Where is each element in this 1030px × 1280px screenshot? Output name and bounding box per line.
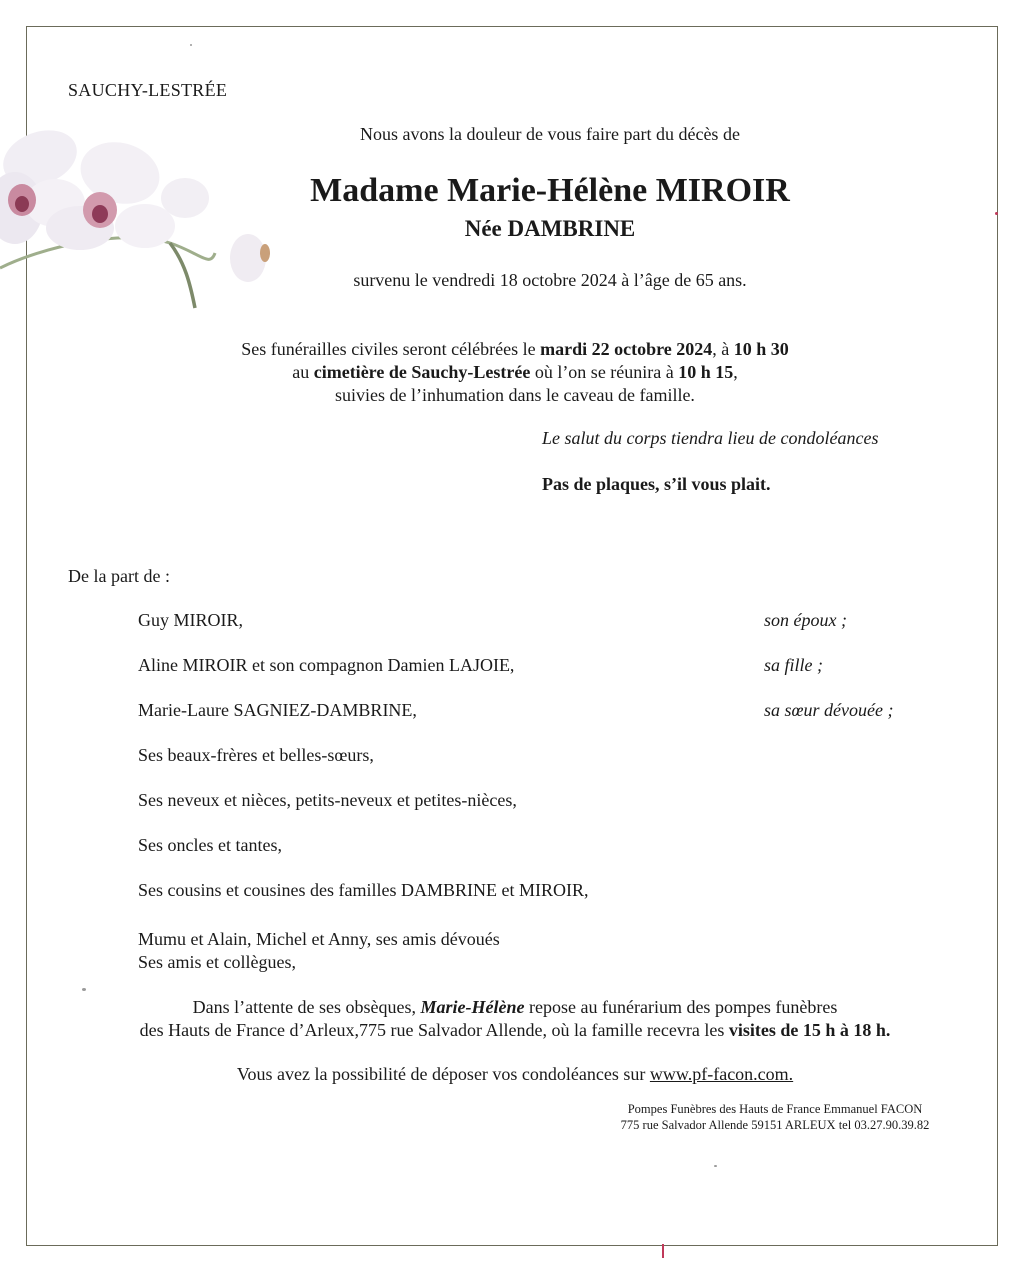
funeral-line-2: au cimetière de Sauchy-Lestrée où l’on se réunira à 10 h 15, (292, 362, 738, 382)
scan-speck (82, 988, 86, 991)
town-name: SAUCHY-LESTRÉE (68, 80, 228, 100)
no-plaques-note: Pas de plaques, s’il vous plait. (542, 474, 771, 494)
family-row: Ses neveux et nièces, petits-neveux et petites-nièces, (138, 790, 517, 810)
scan-speck (662, 1244, 664, 1258)
scan-speck (190, 44, 192, 46)
maiden-name: Née DAMBRINE (464, 216, 636, 241)
funeral-home-footer: Pompes Funèbres des Hauts de France Emmanuel FACON 775 rue Salvador Allende 59151 ARLEUX tel 03.27.90.39.82 (620, 1102, 930, 1132)
family-row: Ses beaux-frères et belles-sœurs, (138, 745, 374, 765)
funeral-line-3: suivies de l’inhumation dans le caveau de famille. (335, 385, 695, 405)
friends-block: Mumu et Alain, Michel et Anny, ses amis dévoués Ses amis et collègues, (138, 929, 500, 972)
family-row: Aline MIROIR et son compagnon Damien LAJOIE, sa fille ; (138, 655, 823, 675)
scan-speck (995, 212, 998, 215)
visiting-hours: visites de 15 h à 18 h. (728, 1020, 891, 1040)
family-list (138, 610, 938, 925)
family-intro: De la part de : (68, 566, 170, 586)
condolences-link[interactable]: www.pf-facon.com. (649, 1064, 794, 1084)
family-row: Ses cousins et cousines des familles DAMBRINE et MIROIR, (138, 880, 589, 900)
intro-line: Nous avons la douleur de vous faire part du décès de (360, 124, 740, 144)
funeral-place: cimetière de Sauchy-Lestrée (313, 362, 531, 382)
family-row: Ses oncles et tantes, (138, 835, 282, 855)
condolences-line: Vous avez la possibilité de déposer vos condoléances sur www.pf-facon.com. (236, 1064, 794, 1084)
scan-speck (714, 1165, 717, 1167)
salut-note: Le salut du corps tiendra lieu de condoléances (542, 428, 879, 448)
funeral-line-1: Ses funérailles civiles seront célébrées le mardi 22 octobre 2024, à 10 h 30 (241, 339, 789, 359)
funeral-time: 10 h 30 (733, 339, 789, 359)
funeral-date: mardi 22 octobre 2024 (540, 339, 713, 359)
family-row: Marie-Laure SAGNIEZ-DAMBRINE, sa sœur dévouée ; (138, 700, 894, 720)
funerarium-notice: Dans l’attente de ses obsèques, Marie-Hélène repose au funérarium des pompes funèbres des Hauts de France d’Arleux,775 rue Salvador Allende, où la famille recevra les visites de 15 h à 18 h. (139, 997, 891, 1040)
funeral-details (0, 338, 1030, 407)
death-date-line: survenu le vendredi 18 octobre 2024 à l’âge de 65 ans. (353, 270, 747, 290)
first-name-highlight: Marie-Hélène (420, 997, 525, 1017)
family-row: Guy MIROIR, son époux ; (138, 610, 847, 630)
deceased-name: Madame Marie-Hélène MIROIR (310, 172, 790, 209)
gathering-time: 10 h 15 (678, 362, 734, 382)
